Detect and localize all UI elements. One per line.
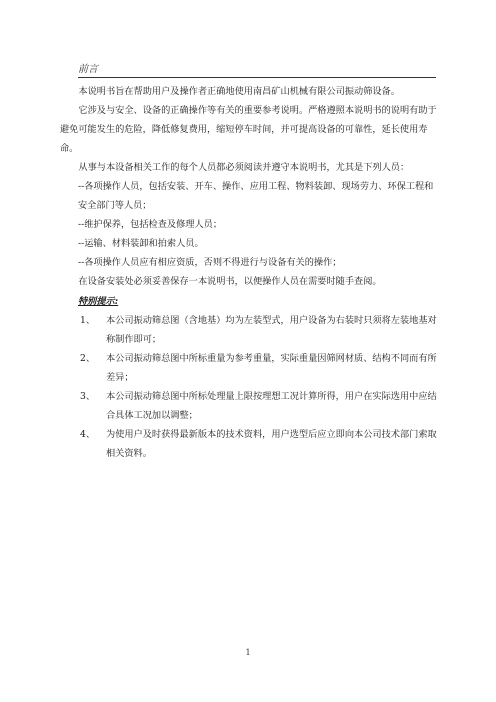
dash-item-maintenance: --维护保养，包括检查及修理人员； [78, 219, 223, 230]
notice-item [60, 349, 440, 387]
notice-item-number: 4、 [80, 429, 96, 440]
notice-item-text: 本公司振动筛总图中所标重量为参考重量，实际重量因筛网材质、结构不同而有所差异； [106, 353, 437, 383]
notice-item [60, 425, 440, 463]
notice-item-number: 2、 [80, 353, 96, 364]
notice-item-number: 3、 [80, 391, 96, 402]
body-content [60, 82, 440, 463]
intro-paragraph-2: 它涉及与安全、设备的正确操作等有关的重要参考说明。严格遵照本说明书的说明有助于避免可能发生的危险，降低修复费用，缩短停车时间，并可提高设备的可靠性，延长使用寿命。 [60, 105, 437, 154]
notice-item [60, 387, 440, 425]
notice-item-number: 1、 [80, 315, 96, 326]
page-number: 1 [245, 648, 251, 657]
dash-item-qualification: --各项操作人员应有相应资质，否则不得进行与设备有关的操作； [78, 257, 342, 268]
dash-item-transport: --运输、材料装卸和拍索人员。 [78, 238, 204, 249]
special-notice-title: 特别提示: [78, 296, 119, 307]
intro-paragraph-1: 本说明书旨在帮助用户及操作者正确地使用南昌矿山机械有限公司振动筛设备。 [78, 86, 400, 97]
dash-item-operators: --各项操作人员，包括安装、开车、操作、应用工程、物料装卸、现场劳力、环保工程和安全部门等人员； [78, 181, 434, 211]
notice-item-text: 本公司振动筛总图中所标处理量上限按理想工况计算所得，用户在实际选用中应结合具体工况加以调整； [106, 391, 437, 421]
intro-paragraph-3: 从事与本设备相关工作的每个人员都必须阅读并遵守本说明书，尤其是下列人员： [78, 162, 410, 173]
notice-item-text: 本公司振动筛总图（含地基）均为左装型式，用户设备为右装时只须将左装地基对称制作即可； [106, 315, 437, 345]
page-header [78, 65, 436, 78]
notice-item-text: 为使用户及时获得最新版本的技术资料，用户选型后应立即向本公司技术部门索取相关资料。 [106, 429, 437, 459]
notice-item [60, 311, 440, 349]
keep-manual-note: 在设备安装处必须妥善保存一本说明书，以便操作人员在需要时随手查阅。 [78, 276, 382, 287]
header-title: 前言 [78, 64, 98, 75]
